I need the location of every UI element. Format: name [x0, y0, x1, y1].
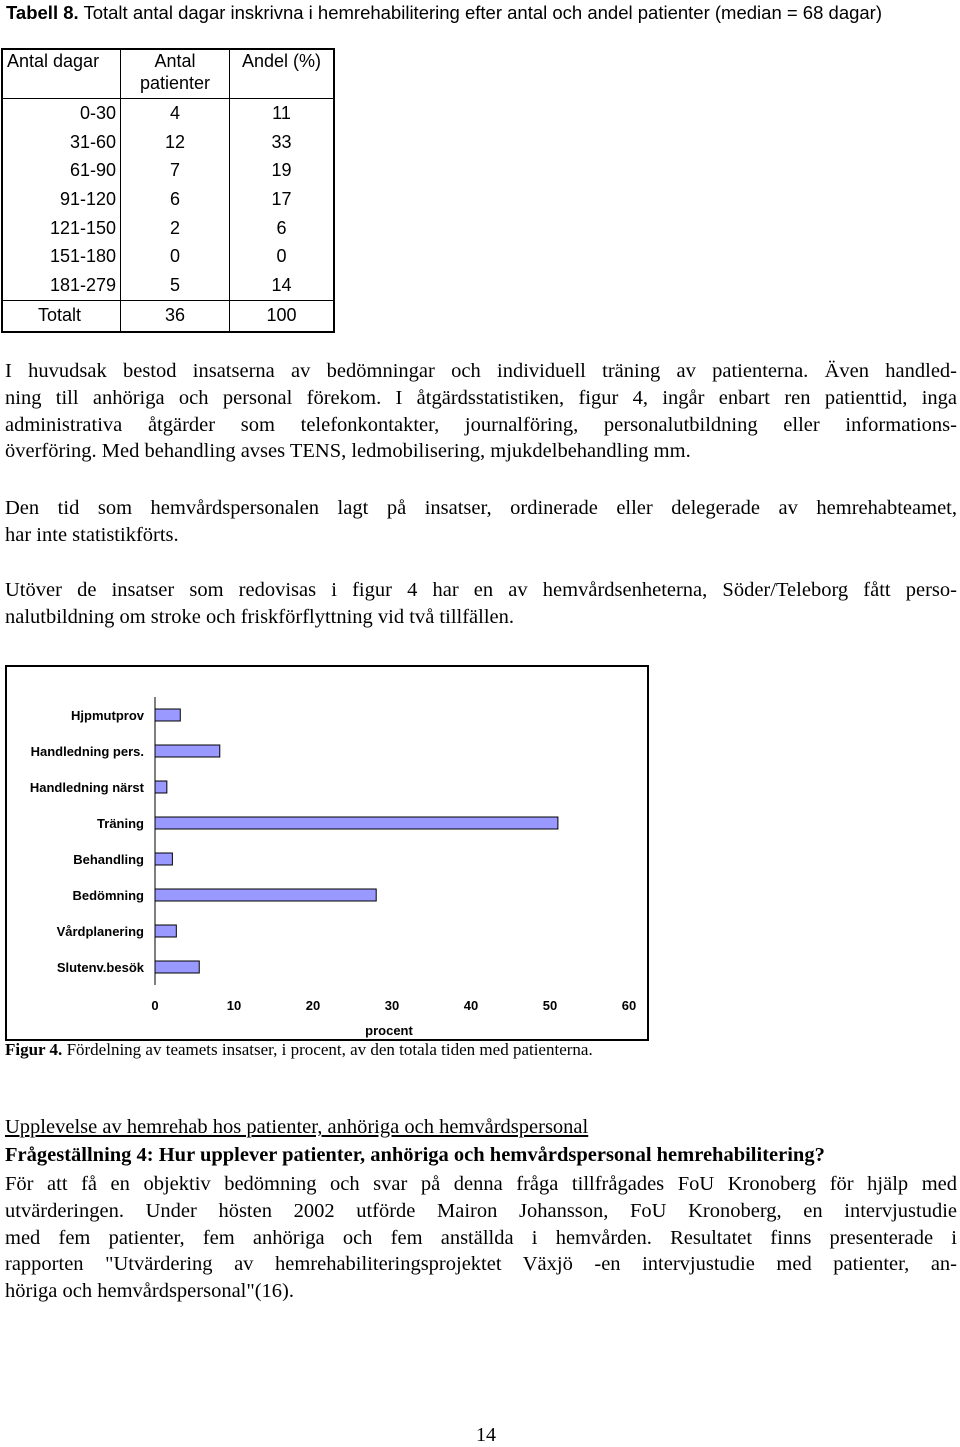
- cell-days: 121-150: [2, 214, 121, 243]
- text-line: utvärderingen. Under hösten 2002 utförde Mairon Johansson, FoU Kronoberg, en intervjustudie: [5, 1199, 957, 1222]
- cell-days: 91-120: [2, 185, 121, 214]
- text-line: Den tid som hemvårdspersonalen lagt på insatser, ordinerade eller delegerade av hemrehabteamet,: [5, 497, 957, 519]
- category-label: Handledning pers.: [30, 744, 144, 759]
- table-total-row: [2, 300, 334, 332]
- x-tick-label: 40: [463, 998, 479, 1013]
- x-tick-label: 0: [151, 998, 159, 1013]
- category-label: Behandling: [73, 852, 144, 867]
- header-antal-dagar: Antal dagar: [2, 49, 121, 99]
- text-line: överföring. Med behandling avses TENS, ledmobilisering, mjukdelbehandling mm.: [5, 440, 691, 463]
- bar: [155, 745, 220, 757]
- bar: [155, 889, 376, 901]
- cell-count: 7: [121, 156, 230, 185]
- text-line: rapporten "Utvärdering av hemrehabiliteringsprojektet Växjö -en intervjustudie med patienter, an-: [5, 1253, 957, 1276]
- paragraph-utvardering: [5, 1171, 957, 1305]
- cell-days: 61-90: [2, 156, 121, 185]
- cell-count: 0: [121, 242, 230, 271]
- bar: [155, 817, 558, 829]
- x-tick-label: 20: [305, 998, 321, 1013]
- text-line: administrativa åtgärder som telefonkontakter, journalföring, personalutbildning eller informations-: [5, 413, 957, 436]
- total-percent: 100: [230, 300, 335, 332]
- research-question: Frågeställning 4: Hur upplever patienter, anhöriga och hemvårdspersonal hemrehabilitering?: [5, 1144, 825, 1166]
- x-tick-label: 50: [542, 998, 558, 1013]
- category-label: Träning: [97, 816, 144, 831]
- figure-caption-text: Fördelning av teamets insatser, i procent, av den totala tiden med patienterna.: [62, 1040, 593, 1059]
- cell-count: 12: [121, 128, 230, 157]
- paragraph-hemvardspersonal: [5, 495, 957, 549]
- days-table: [1, 48, 335, 333]
- table-caption-label: Tabell 8.: [6, 2, 79, 23]
- table-row: [2, 99, 334, 128]
- cell-percent: 19: [230, 156, 335, 185]
- table-row: [2, 156, 334, 185]
- header-andel: Andel (%): [230, 49, 335, 99]
- table-row: [2, 185, 334, 214]
- category-label: Handledning närst: [29, 780, 144, 795]
- cell-days: 0-30: [2, 99, 121, 128]
- text-line: med fem patienter, fem anhöriga och fem anställda i hemvården. Resultatet finns presenterade i: [5, 1226, 957, 1249]
- x-tick-label: 30: [384, 998, 400, 1013]
- figure-caption: [5, 1040, 593, 1060]
- bar-chart-svg: [7, 667, 647, 1039]
- table-header-row: [2, 49, 334, 99]
- table-row: [2, 271, 334, 300]
- header-antal-patienter: Antal patienter: [121, 49, 230, 99]
- bar: [155, 709, 180, 721]
- category-label: Vårdplanering: [56, 924, 144, 939]
- text-line: höriga och hemvårdspersonal"(16).: [5, 1280, 295, 1303]
- cell-percent: 14: [230, 271, 335, 300]
- bar: [155, 781, 167, 793]
- text-line: För att få en objektiv bedömning och svar på denna fråga tillfrågades FoU Kronoberg för hjälp med: [5, 1173, 957, 1195]
- text-line: har inte statistikförts.: [5, 523, 179, 546]
- table-row: [2, 214, 334, 243]
- category-label: Hjpmutprov: [71, 708, 144, 723]
- figure-caption-label: Figur 4.: [5, 1040, 63, 1059]
- cell-percent: 11: [230, 99, 335, 128]
- cell-count: 4: [121, 99, 230, 128]
- cell-days: 31-60: [2, 128, 121, 157]
- total-label: Totalt: [2, 300, 121, 332]
- text-line: nalutbildning om stroke och friskförflyttning vid två tillfällen.: [5, 605, 514, 628]
- cell-count: 5: [121, 271, 230, 300]
- bar: [155, 961, 199, 973]
- x-tick-label: 10: [226, 998, 242, 1013]
- bar: [155, 925, 176, 937]
- cell-percent: 0: [230, 242, 335, 271]
- category-label: Bedömning: [72, 888, 144, 903]
- paragraph-insatser: [5, 358, 957, 465]
- cell-count: 2: [121, 214, 230, 243]
- cell-days: 151-180: [2, 242, 121, 271]
- table-caption: [6, 2, 882, 24]
- paragraph-personalutbildning: [5, 577, 957, 631]
- cell-percent: 33: [230, 128, 335, 157]
- text-line: ning till anhöriga och personal förekom. I åtgärdsstatistiken, figur 4, ingår enbart ren patienttid, inga: [5, 386, 957, 409]
- text-line: Utöver de insatser som redovisas i figur 4 har en av hemvårdsenheterna, Söder/Teleborg fått perso-: [5, 579, 957, 601]
- table-row: [2, 242, 334, 271]
- bar: [155, 853, 172, 865]
- cell-count: 6: [121, 185, 230, 214]
- cell-percent: 17: [230, 185, 335, 214]
- x-tick-label: 60: [621, 998, 637, 1013]
- insatser-chart: [5, 665, 649, 1041]
- table-row: [2, 128, 334, 157]
- section-heading: Upplevelse av hemrehab hos patienter, anhöriga och hemvårdspersonal: [5, 1116, 589, 1138]
- text-line: I huvudsak bestod insatserna av bedömningar och individuell träning av patienterna. Även handled-: [5, 360, 957, 382]
- x-axis-label: procent: [365, 1023, 413, 1038]
- cell-percent: 6: [230, 214, 335, 243]
- category-label: Slutenv.besök: [56, 960, 144, 975]
- total-count: 36: [121, 300, 230, 332]
- page-number: 14: [476, 1424, 496, 1446]
- table-caption-text: Totalt antal dagar inskrivna i hemrehabilitering efter antal och andel patienter (median = 68 dagar): [78, 2, 883, 23]
- cell-days: 181-279: [2, 271, 121, 300]
